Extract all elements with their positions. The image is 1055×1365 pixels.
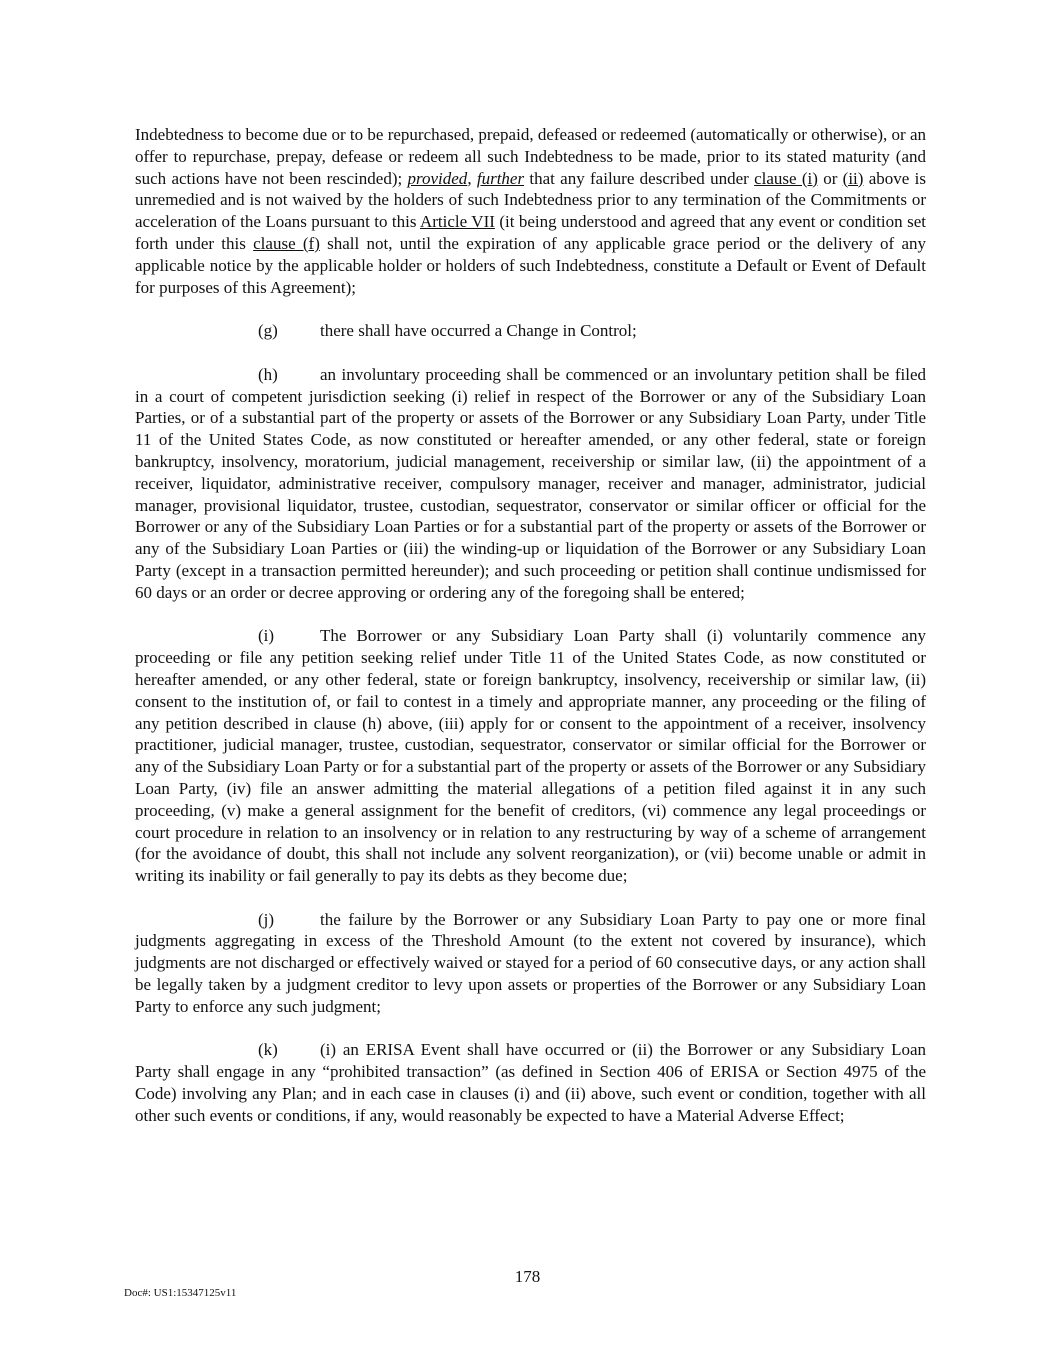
paragraph-text: (i) an ERISA Event shall have occurred or (ii) the Borrower or any Subsidiary Loan Party shall engage in any “prohibited transaction” (as defined in Section 406 of ERISA or Section 4975 of the Code) involving any Plan; and in each case in clauses (i) and (ii) above, such event or condition, together with all other such events or conditions, if any, would reasonably be expected to have a Material Adverse Effect; <box>135 1040 926 1125</box>
article-vii-reference: Article VII <box>419 212 495 232</box>
paragraph-text: The Borrower or any Subsidiary Loan Party shall (i) voluntarily commence any proceeding or file any petition seeking relief under Title 11 of the United States Code, as now constituted or hereafter amended, or any other federal, state or foreign bankruptcy, insolvency, receivership or similar law, (ii) consent to the institution of, or fail to contest in a timely and appropriate manner, any proceeding or the filing of any petition described in clause (h) above, (iii) apply for or consent to the appointment of a receiver, insolvency practitioner, judicial manager, trustee, custodian, sequestrator, conservator or similar official for the Borrower or any of the Subsidiary Loan Party or for a substantial part of the property or assets of the Borrower or any Subsidiary Loan Party, (iv) file an answer admitting the material allegations of a petition filed against it in any such proceeding, (v) make a general assignment for the benefit of creditors, (vi) commence any legal proceedings or court procedure in relation to an insolvency or in relation to any restructuring by way of a scheme of arrangement (for the avoidance of doubt, this shall not include any solvent reorganization), or (vii) become unable or admit in writing its inability or fail generally to pay its debts as they become due; <box>135 626 926 886</box>
paragraph-label: (i) <box>258 626 275 646</box>
paragraph-text: the failure by the Borrower or any Subsidiary Loan Party to pay one or more final judgments aggregating in excess of the Threshold Amount (to the extent not covered by insurance), which judgments are not discharged or effectively waived or stayed for a period of 60 consecutive days, or any action shall be legally taken by a judgment creditor to levy upon assets or properties of the Borrower or any Subsidiary Loan Party to enforce any such judgment; <box>135 909 926 1016</box>
document-body <box>135 124 926 1148</box>
paragraph-f-continuation <box>135 124 926 298</box>
document-id-footer: Doc#: US1:15347125v11 <box>124 1287 237 1299</box>
paragraph-g <box>135 320 926 342</box>
clause-i-reference: clause (i) <box>754 168 818 188</box>
paragraph-label: (h) <box>258 364 278 384</box>
paragraph-h <box>135 364 926 604</box>
paragraph-j <box>135 909 926 1018</box>
paragraph-text: there shall have occurred a Change in Control; <box>320 321 637 341</box>
para-f-text-1: Indebtedness to become due or to be repurchased, prepaid, defeased or redeemed (automatically or otherwise), or an offer to repurchase, prepay, defease or redeem all such Indebtedness to be made, prior to its stated maturity (and such actions have not been rescinded); <box>135 125 926 188</box>
para-f-text-2: that any failure described under <box>524 168 755 188</box>
para-f-comma: , <box>467 168 477 188</box>
para-f-or: or <box>817 168 843 188</box>
paragraph-label: (k) <box>258 1040 278 1060</box>
paragraph-k <box>135 1039 926 1126</box>
paragraph-i <box>135 625 926 887</box>
para-f-text-4: (it being understood and agreed that any event or condition set forth under this <box>135 212 926 253</box>
para-f-text-3: above is unremedied and is not waived by the holders of such Indebtedness prior to any termination of the Commitments or acceleration of the Loans pursuant to this <box>135 168 926 232</box>
paragraph-text: an involuntary proceeding shall be commenced or an involuntary petition shall be filed in a court of competent jurisdiction seeking (i) relief in respect of the Borrower or any of the Subsidiary Loan Parties, or of a substantial part of the property or assets of the Borrower or any Subsidiary Loan Party, under Title 11 of the United States Code, as now constituted or hereafter amended, or any other federal, state or foreign bankruptcy, insolvency, moratorium, judicial management, receivership or similar law, (ii) the appointment of a receiver, liquidator, administrative receiver, compulsory manager, receiver and manager, administrator, judicial manager, provisional liquidator, trustee, custodian, sequestrator, conservator or similar officer or official for the Borrower or any of the Subsidiary Loan Parties or for a substantial part of the property or assets of the Borrower or any of the Subsidiary Loan Parties or (iii) the winding-up or liquidation of the Borrower or any Subsidiary Loan Party (except in a transaction permitted hereunder); and such proceeding or petition shall continue undismissed for 60 days or an order or decree approving or ordering any of the foregoing shall be entered; <box>135 364 926 602</box>
clause-f-reference: clause (f) <box>253 233 320 253</box>
further-term: further <box>476 168 525 188</box>
paragraph-label: (g) <box>258 321 278 341</box>
paragraph-label: (j) <box>258 909 275 929</box>
page-number: 178 <box>514 1267 541 1286</box>
clause-ii-reference: (ii) <box>842 168 864 188</box>
provided-term: provided <box>407 168 468 188</box>
para-f-text-5: shall not, until the expiration of any applicable grace period or the delivery of any applicable notice by the applicable holder or holders of such Indebtedness, constitute a Default or Event of Default for purposes of this Agreement); <box>135 233 926 297</box>
